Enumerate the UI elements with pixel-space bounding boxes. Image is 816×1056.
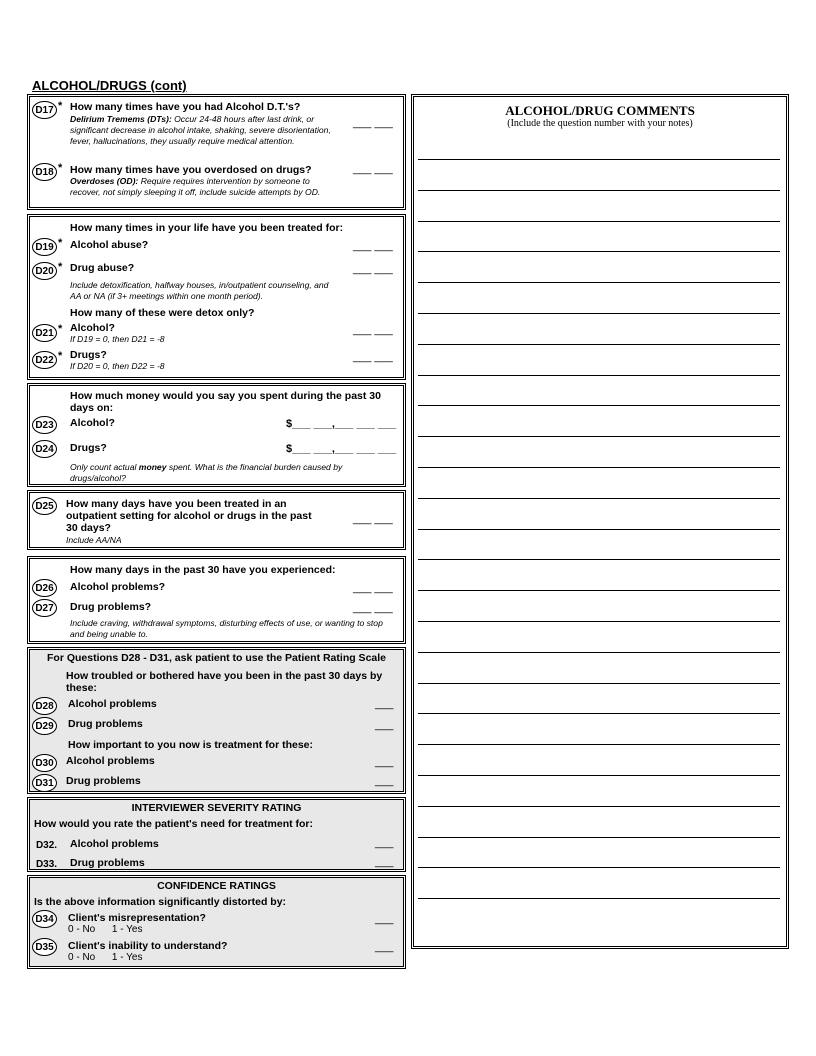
answer-blank-d27[interactable]: ___ ___ <box>353 602 393 614</box>
troubled-heading-line1: How troubled or bothered have you been in the past 30 days by <box>66 670 383 682</box>
options-d34 <box>68 924 143 935</box>
comment-line[interactable] <box>418 251 780 252</box>
question-text-d25-line2: outpatient setting for alcohol or drugs in the past <box>66 510 312 522</box>
option-yes-d34[interactable]: 1 - Yes <box>111 924 143 935</box>
comments-panel <box>413 96 787 947</box>
patient-rating-section <box>29 649 404 792</box>
code-badge-d30: D30 <box>32 754 57 772</box>
comment-line[interactable] <box>418 621 780 622</box>
question-text-d23: Alcohol? <box>70 417 115 429</box>
code-badge-d22: D22 <box>32 351 57 369</box>
question-text-d35: Client's inability to understand? <box>68 940 228 952</box>
code-badge-d19: D19 <box>32 238 57 256</box>
option-yes-d35[interactable]: 1 - Yes <box>111 952 143 963</box>
code-badge-d23: D23 <box>32 416 57 434</box>
comment-line[interactable] <box>418 775 780 776</box>
comment-line[interactable] <box>418 867 780 868</box>
comments-subtitle: (Include the question number with your notes) <box>507 118 693 129</box>
note-d21: If D19 = 0, then D21 = -8 <box>70 334 165 344</box>
comment-line[interactable] <box>418 467 780 468</box>
question-text-d22: Drugs? <box>70 349 107 361</box>
code-badge-d28: D28 <box>32 697 57 715</box>
question-text-d21: Alcohol? <box>70 322 115 334</box>
code-badge-d31: D31 <box>32 774 57 792</box>
question-text-d17: How many times have you had Alcohol D.T.'s? <box>70 101 301 113</box>
code-badge-d26: D26 <box>32 579 57 597</box>
comment-line[interactable] <box>418 159 780 160</box>
money-heading-line1: How much money would you say you spent during the past 30 <box>70 390 381 402</box>
comment-line[interactable] <box>418 529 780 530</box>
note-d22: If D20 = 0, then D22 = -8 <box>70 361 165 371</box>
comment-line[interactable] <box>418 683 780 684</box>
answer-blank-d28[interactable]: ___ <box>375 698 394 710</box>
days-heading: How many days in the past 30 have you experienced: <box>70 564 336 576</box>
answer-blank-d17[interactable]: ___ ___ <box>353 117 393 129</box>
required-star: * <box>58 237 63 249</box>
comment-line[interactable] <box>418 559 780 560</box>
comment-line[interactable] <box>418 713 780 714</box>
question-text-d20: Drug abuse? <box>70 262 135 274</box>
note-text-d17: Occur 24-48 hours after last drink, or significant decrease in alcohol intake, shaking, severe disorientation, fever, hallucinations, they usually require medical attention. <box>70 114 331 146</box>
question-text-d18: How many times have you overdosed on drugs? <box>70 164 312 176</box>
page-title: ALCOHOL/DRUGS (cont) <box>32 78 187 93</box>
note-d17 <box>70 114 340 147</box>
code-badge-d25: D25 <box>32 497 57 515</box>
comment-line[interactable] <box>418 375 780 376</box>
code-label-d32: D32. <box>35 839 58 851</box>
answer-blank-d31[interactable]: ___ <box>375 775 394 787</box>
dts-overdose-section <box>29 96 404 208</box>
required-star: * <box>58 350 63 362</box>
answer-blank-d22[interactable]: ___ ___ <box>353 351 393 363</box>
code-badge-d27: D27 <box>32 599 57 617</box>
question-text-d19: Alcohol abuse? <box>70 239 149 251</box>
question-text-d27: Drug problems? <box>70 601 152 613</box>
importance-heading: How important to you now is treatment for these: <box>68 739 314 751</box>
answer-blank-d21[interactable]: ___ ___ <box>353 324 393 336</box>
note-text-d18: Require requires intervention by someone to recover, not simply sleeping it off, include suicide attempts by OD. <box>70 176 321 197</box>
code-badge-d21: D21 <box>32 324 57 342</box>
comment-line[interactable] <box>418 221 780 222</box>
required-star: * <box>58 100 63 112</box>
question-text-d26: Alcohol problems? <box>70 581 166 593</box>
comment-line[interactable] <box>418 498 780 499</box>
required-star: * <box>58 162 63 174</box>
comment-line[interactable] <box>418 898 780 899</box>
severity-heading: INTERVIEWER SEVERITY RATING <box>131 802 302 814</box>
treatment-history-section <box>29 216 404 378</box>
answer-blank-d19[interactable]: ___ ___ <box>353 240 393 252</box>
question-text-d25-line1: How many days have you been treated in an <box>66 498 287 510</box>
question-text-d30: Alcohol problems <box>66 755 155 767</box>
comment-line[interactable] <box>418 405 780 406</box>
code-badge-d24: D24 <box>32 440 57 458</box>
money-blank-d24[interactable]: $___ ___,___ ___ ___ <box>286 443 397 455</box>
note-d18 <box>70 176 340 198</box>
term-od: Overdoses (OD): <box>70 176 139 186</box>
comment-line[interactable] <box>418 652 780 653</box>
code-badge-d18: D18 <box>32 163 57 181</box>
money-heading-line2: days on: <box>70 402 114 414</box>
confidence-subheading: Is the above information significantly distorted by: <box>34 896 287 908</box>
days-experienced-section <box>29 558 404 642</box>
option-no-d35[interactable]: 0 - No <box>68 952 96 963</box>
question-text-d31: Drug problems <box>66 775 141 787</box>
code-badge-d35: D35 <box>32 938 57 956</box>
answer-blank-d35[interactable]: ___ <box>375 941 394 953</box>
option-no-d34[interactable]: 0 - No <box>68 924 96 935</box>
comment-line[interactable] <box>418 282 780 283</box>
days-note: Include craving, withdrawal symptoms, disturbing effects of use, or wanting to stop and being unable to. <box>70 618 383 639</box>
term-dts: Delirium Tremems (DTs): <box>70 114 172 124</box>
answer-blank-d20[interactable]: ___ ___ <box>353 263 393 275</box>
answer-blank-d18[interactable]: ___ ___ <box>353 163 393 175</box>
confidence-heading: CONFIDENCE RATINGS <box>157 880 276 892</box>
comment-line[interactable] <box>418 436 780 437</box>
detox-heading: How many of these were detox only? <box>70 307 255 319</box>
question-text-d33: Drug problems <box>70 857 145 869</box>
answer-blank-d25[interactable]: ___ ___ <box>353 513 393 525</box>
answer-blank-d26[interactable]: ___ ___ <box>353 582 393 594</box>
money-blank-d23[interactable]: $___ ___,___ ___ ___ <box>286 418 397 430</box>
money-note-bold: money <box>138 462 167 472</box>
comments-title: ALCOHOL/DRUG COMMENTS <box>505 103 695 118</box>
code-badge-d17: D17 <box>32 101 57 119</box>
money-note-post: spent. What is the financial burden caused by drugs/alcohol? <box>70 462 343 483</box>
confidence-ratings-section <box>29 877 404 967</box>
options-d35 <box>68 952 143 963</box>
question-text-d34: Client's misrepresentation? <box>68 912 206 924</box>
severity-subheading: How would you rate the patient's need for treatment for: <box>34 818 314 830</box>
required-star: * <box>58 323 63 335</box>
comment-line[interactable] <box>418 837 780 838</box>
code-label-d33: D33. <box>35 858 58 870</box>
code-badge-d34: D34 <box>32 910 57 928</box>
money-spent-section <box>29 385 404 485</box>
code-badge-d29: D29 <box>32 717 57 735</box>
comment-line[interactable] <box>418 344 780 345</box>
comment-line[interactable] <box>418 590 780 591</box>
treatment-note: Include detoxification, halfway houses, in/outpatient counseling, and AA or NA (if 3+ meetings within one month period). <box>70 280 329 301</box>
answer-blank-d30[interactable]: ___ <box>375 756 394 768</box>
money-note-pre: Only count actual <box>70 462 137 472</box>
outpatient-section <box>29 492 404 548</box>
question-text-d29: Drug problems <box>68 718 143 730</box>
answer-blank-d29[interactable]: ___ <box>375 719 394 731</box>
comment-line[interactable] <box>418 313 780 314</box>
answer-blank-d34[interactable]: ___ <box>375 913 394 925</box>
note-d25: Include AA/NA <box>66 535 122 545</box>
required-star: * <box>58 261 63 273</box>
comment-line[interactable] <box>418 806 780 807</box>
comment-line[interactable] <box>418 190 780 191</box>
question-text-d24: Drugs? <box>70 442 107 454</box>
section-heading: How many times in your life have you been treated for: <box>70 222 344 234</box>
code-badge-d20: D20 <box>32 262 57 280</box>
question-text-d28: Alcohol problems <box>68 698 157 710</box>
interviewer-severity-section <box>29 799 404 870</box>
patient-rating-heading: For Questions D28 - D31, ask patient to use the Patient Rating Scale <box>47 652 386 664</box>
answer-blank-d32[interactable]: ___ <box>375 837 394 849</box>
question-text-d25-line3: 30 days? <box>66 522 111 534</box>
answer-blank-d33[interactable]: ___ <box>375 856 394 868</box>
money-note <box>70 462 380 484</box>
question-text-d32: Alcohol problems <box>70 838 159 850</box>
troubled-heading-line2: these: <box>66 682 97 694</box>
comment-line[interactable] <box>418 744 780 745</box>
